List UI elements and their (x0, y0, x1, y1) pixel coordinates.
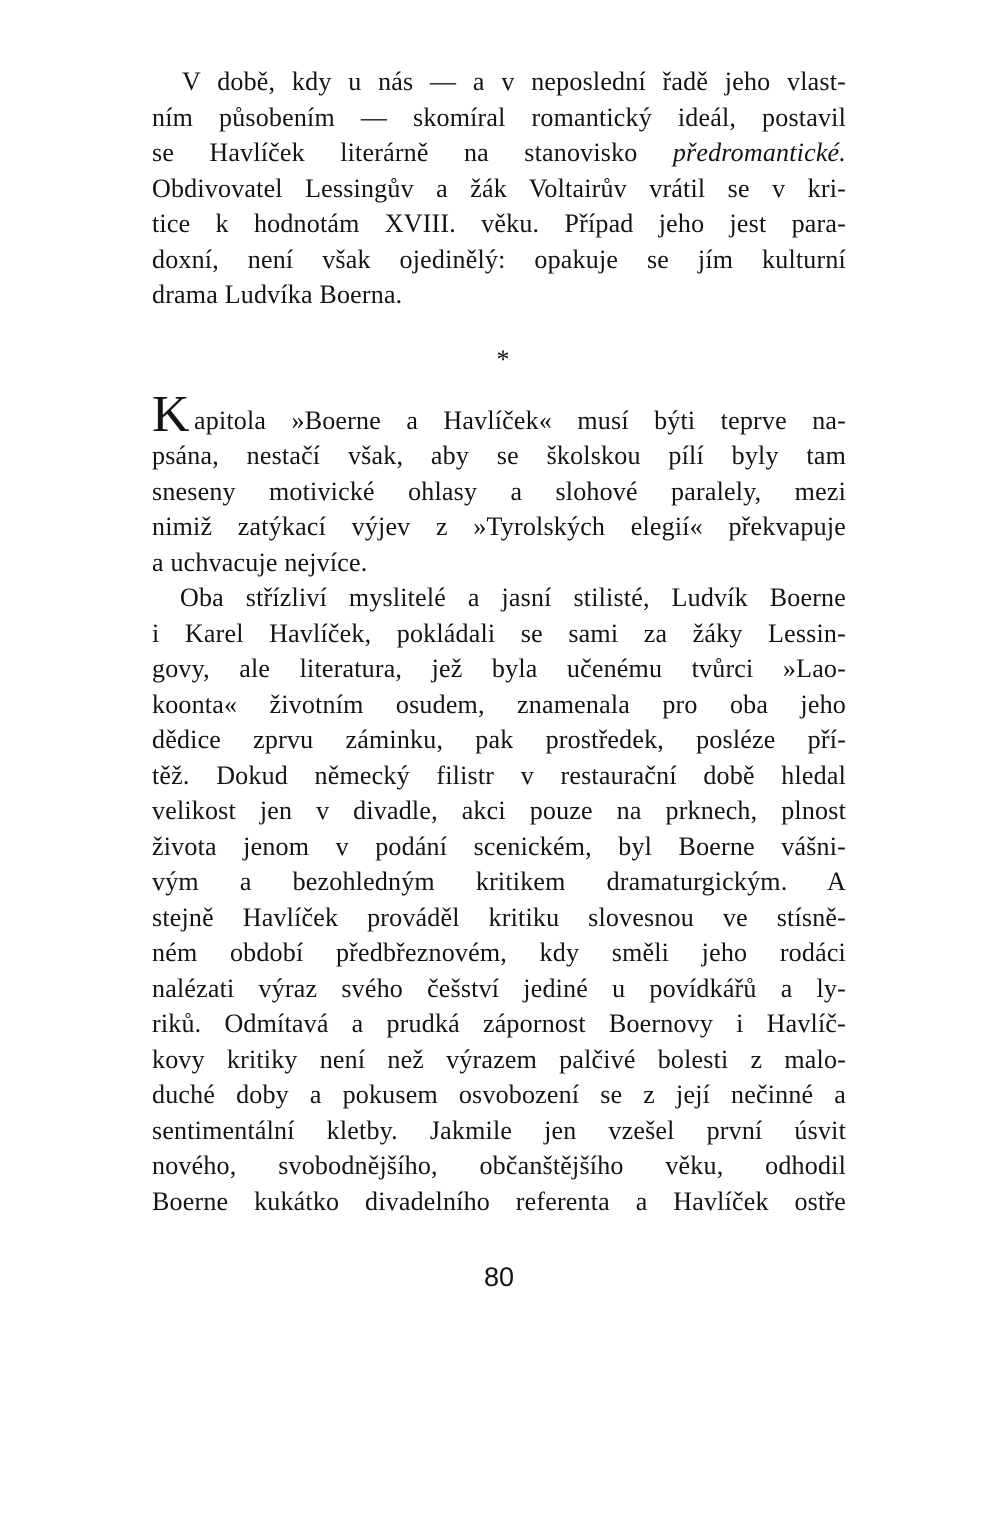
text-line: psána, nestačí však, aby se školskou pílí byly tam (152, 441, 846, 470)
text-line: kovy kritiky není než výrazem palčivé bolesti z malo- (152, 1044, 846, 1074)
text-line: V době, kdy u nás — a v neposlední řadě jeho vlast- (182, 67, 846, 96)
dropcap-line (152, 385, 846, 443)
text-line: doxní, není však ojedinělý: opakuje se jím kulturní (152, 244, 846, 274)
text-line: sentimentální kletby. Jakmile jen vzešel první úsvit (152, 1115, 846, 1145)
text-line: nimiž zatýkací výjev z »Tyrolských elegií« překvapuje (152, 512, 846, 541)
text-line: života jenom v podání scenickém, byl Boerne vášni- (152, 831, 846, 861)
text-line: Obdivovatel Lessingův a žák Voltairův vrátil se v kri- (152, 173, 846, 203)
text-line: ním působením — skomíral romantický ideál, postavil (152, 102, 846, 132)
text-line: nového, svobodnějšího, občanštějšího věku, odhodil (152, 1151, 846, 1180)
section-separator: * (496, 344, 510, 374)
paragraph-3 (152, 580, 846, 1219)
text-line: apitola »Boerne a Havlíček« musí býti teprve na- (194, 405, 846, 435)
text-line: tice k hodnotám XVIII. věku. Případ jeho jest para- (152, 209, 846, 238)
paragraph-2 (152, 385, 846, 581)
text-line: Oba střízliví myslitelé a jasní stilisté, Ludvík Boerne (180, 583, 846, 612)
paragraph-1 (152, 64, 846, 313)
text-line: ném období předbřeznovém, kdy směli jeho rodáci (152, 938, 846, 967)
text-line: těž. Dokud německý filistr v restaurační době hledal (152, 760, 846, 790)
text-line: velikost jen v divadle, akci pouze na prknech, plnost (152, 796, 846, 825)
text-line: nalézati výraz svého češství jediné u povídkářů a ly- (152, 973, 846, 1003)
text-line: drama Ludvíka Boerna. (152, 280, 403, 309)
text-line (152, 135, 846, 171)
text-line: a uchvacuje nejvíce. (152, 547, 368, 577)
text-line: vým a bezohledným kritikem dramaturgickým. A (152, 867, 846, 896)
text-line: koonta« životním osudem, znamenala pro oba jeho (152, 689, 846, 719)
text-line: i Karel Havlíček, pokládali se sami za žáky Lessin- (152, 618, 846, 648)
text-line: govy, ale literatura, jež byla učenému tvůrci »Lao- (152, 654, 846, 683)
text-line: sneseny motivické ohlasy a slohové paralely, mezi (152, 476, 846, 506)
text-line: dědice zprvu záminku, pak prostředek, posléze pří- (152, 725, 846, 754)
italic-term: předromantické. (672, 138, 846, 167)
text-line-prefix: se Havlíček literárně na stanovisko (152, 138, 673, 167)
text-line: riků. Odmítavá a prudká zápornost Boernovy i Havlíč- (152, 1009, 846, 1038)
text-line: Boerne kukátko divadelního referenta a Havlíček ostře (152, 1186, 846, 1216)
drop-cap: K (152, 385, 190, 443)
page-body (152, 64, 846, 1219)
page-number: 80 (483, 1262, 515, 1292)
text-line: duché doby a pokusem osvobození se z její nečinné a (152, 1080, 846, 1109)
text-line: stejně Havlíček prováděl kritiku slovesnou ve stísně- (152, 902, 846, 932)
